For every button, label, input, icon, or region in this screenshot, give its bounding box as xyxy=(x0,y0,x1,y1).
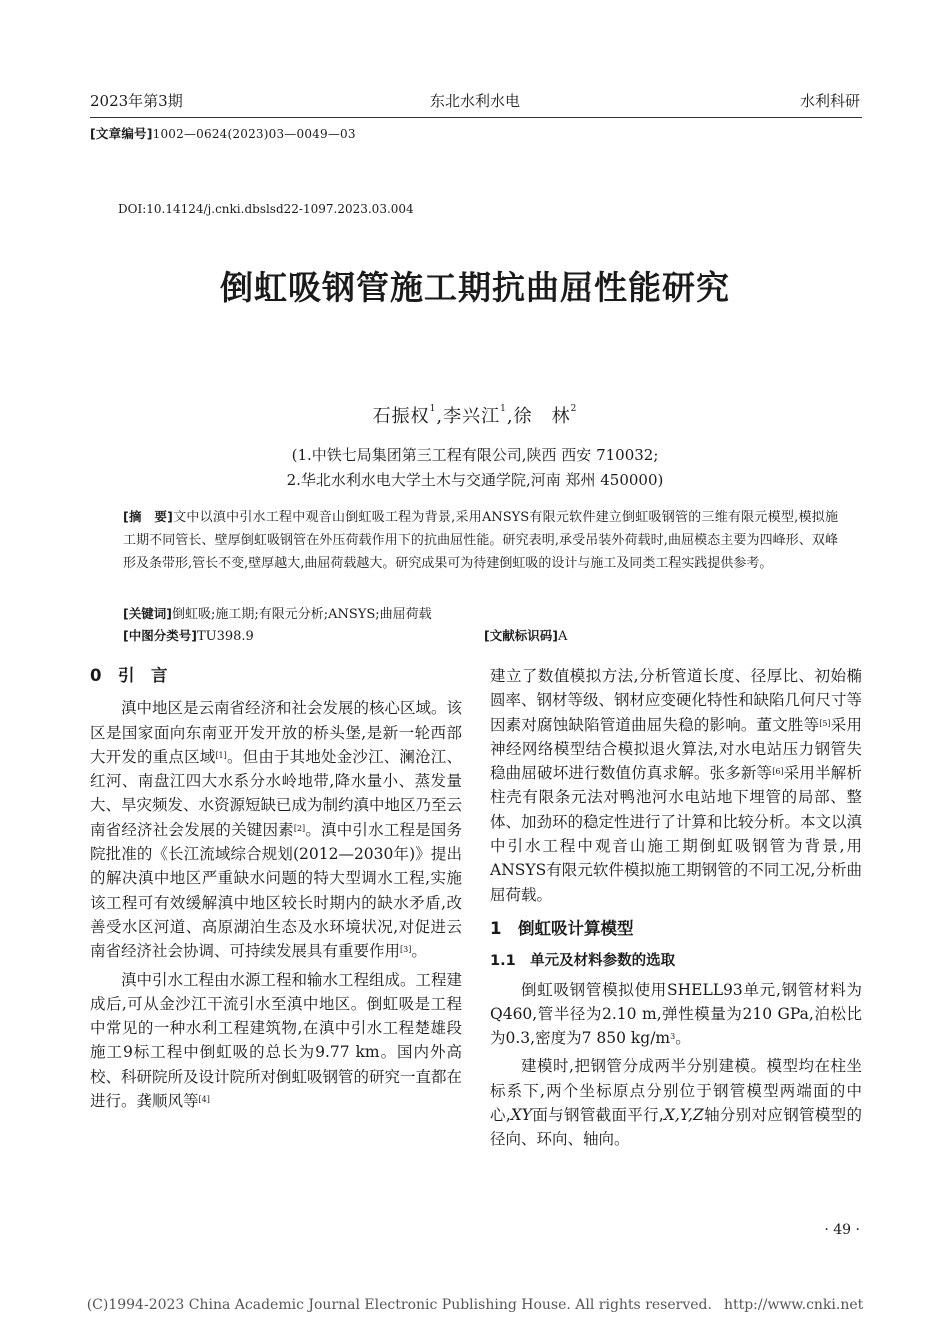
body-paragraph: 倒虹吸钢管模拟使用SHELL93单元,钢管材料为Q460,管半径为2.10 m,弹性模量为210 GPa,泊松比为0.3,密度为7 850 $kg/m^3$。 xyxy=(490,980,862,1048)
right-column xyxy=(490,664,862,1152)
keywords xyxy=(123,603,432,622)
section-heading: 1 倒虹吸计算模型 xyxy=(490,918,634,938)
copyright-footer xyxy=(0,1297,950,1313)
affiliation-line: 2.华北水利水电大学土木与交通学院,河南 郑州 450000) xyxy=(286,471,664,489)
abstract-label: [摘 要] xyxy=(123,509,173,524)
doi: DOI:10.14124/j.cnki.dbslsd22-1097.2023.03.004 xyxy=(118,202,414,216)
journal-issue: 2023年第3期 xyxy=(90,92,183,110)
article-number-value: 1002—0624(2023)03—0049—03 xyxy=(152,127,356,141)
document-code-label: [文献标识码] xyxy=(484,628,558,643)
footer-url[interactable]: http://www.cnki.net xyxy=(723,1297,864,1313)
citation: [1] xyxy=(215,750,227,760)
article-number xyxy=(90,124,356,142)
author-affil-mark: 1 xyxy=(500,404,507,414)
classification xyxy=(123,626,254,644)
subsection-heading: 1.1 单元及材料参数的选取 xyxy=(490,953,676,970)
abstract xyxy=(123,505,838,575)
author-affil-mark: 1 xyxy=(429,404,437,414)
copyright-text: (C)1994-2023 China Academic Journal Electronic Publishing House. All rights reserved. xyxy=(86,1297,712,1313)
section-heading: 0 引 言 xyxy=(90,666,168,685)
superscript: 3 xyxy=(670,1032,676,1042)
document-code-value: A xyxy=(557,629,568,644)
journal-section: 水利科研 xyxy=(799,92,860,110)
abstract-text: 文中以滇中引水工程中观音山倒虹吸工程为背景,采用ANSYS有限元软件建立倒虹吸钢管的三维有限元模型,模拟施工期不同管长、壁厚倒虹吸钢管在外压荷载作用下的抗曲屈性能。研究表明,承受吊装外荷载时,曲屈模态主要为四峰形、双峰形及条带形,管长不变,壁厚越大,曲屈荷载越大。研究成果可为待建倒虹吸的设计与施工及同类工程实践提供参考。 xyxy=(123,510,838,571)
document-code xyxy=(484,626,567,644)
citation: [5] xyxy=(819,718,831,728)
body-paragraph: 建立了数值模拟方法,分析管道长度、径厚比、初始椭圆率、钢材等级、钢材应变硬化特性和缺陷几何尺寸等因素对腐蚀缺陷管道曲屈失稳的影响。董文胜等[5]采用神经网络模型结合模拟退火算法,对水电站压力钢管失稳曲屈破坏进行数值仿真求解。张多新等[6]采用半解析柱壳有限条元法对鸭池河水电站地下埋管的局部、整体、加劲环的稳定性进行了计算和比较分析。本文以滇中引水工程中观音山施工期倒虹吸钢管为背景,用ANSYS有限元软件模拟施工期钢管的不同工况,分析曲屈荷载。 xyxy=(490,667,863,904)
keywords-text: 倒虹吸;施工期;有限元分析;ANSYS;曲屈荷载 xyxy=(171,607,432,622)
author-list: 石振权$^1$,李兴江$^1$,徐 林$^2$ xyxy=(372,404,578,427)
paper-title: 倒虹吸钢管施工期抗曲屈性能研究 xyxy=(220,268,730,307)
author-name: 李兴江 xyxy=(443,406,501,427)
journal-name: 东北水利水电 xyxy=(429,92,520,110)
article-number-label: [文章编号] xyxy=(90,126,153,141)
page-number: · 49 · xyxy=(824,1222,860,1238)
citation: [6] xyxy=(772,767,784,777)
classification-value: TU398.9 xyxy=(196,629,254,644)
left-column xyxy=(90,664,462,1113)
header-rule xyxy=(90,117,862,118)
author-affil-mark: 2 xyxy=(570,404,578,414)
author-name: 石振权 xyxy=(372,406,430,427)
citation: [4] xyxy=(198,1095,210,1105)
author-name: 徐 林 xyxy=(513,406,571,427)
classification-label: [中图分类号] xyxy=(123,628,197,643)
body-paragraph: 建模时,把钢管分成两半分别建模。模型均在柱坐标系下,两个坐标原点分别位于钢管模型两端面的中心,XY面与钢管截面平行,X,Y,Z轴分别对应钢管模型的径向、环向、轴向。 xyxy=(490,1057,862,1149)
citation: [2] xyxy=(293,823,306,833)
affiliation-line: (1.中铁七局集团第三工程有限公司,陕西 西安 710032; xyxy=(291,446,659,464)
keywords-label: [关键词] xyxy=(123,606,172,621)
citation: [3] xyxy=(400,945,412,955)
body-paragraph: 滇中引水工程由水源工程和输水工程组成。工程建成后,可从金沙江干流引水至滇中地区。倒虹吸是工程中常见的一种水利工程建筑物,在滇中引水工程楚雄段施工9标工程中倒虹吸的总长为9.77 km。国内外高校、科研院所及设计院所对倒虹吸钢管的研究一直都在进行。龚顺风等[4] xyxy=(90,970,463,1111)
body-paragraph: 滇中地区是云南省经济和社会发展的核心区域。该区是国家面向东南亚开发开放的桥头堡,是新一轮西部大开发的重点区域[1]。但由于其地处金沙江、澜沧江、红河、南盘江四大水系分水岭地带,降水量小、蒸发量大、旱灾频发、水资源短缺已成为制约滇中地区乃至云南省经济社会发展的关键因素[2]。滇中引水工程是国务院批准的《长江流域综合规划(2012—2030年)》提出的解决滇中地区严重缺水问题的特大型调水工程,实施该工程可有效缓解滇中地区较长时期内的缺水矛盾,改善受水区河道、高原湖泊生态及水环境状况,对促进云南省经济社会协调、可持续发展具有重要作用[3]。 xyxy=(90,699,463,961)
